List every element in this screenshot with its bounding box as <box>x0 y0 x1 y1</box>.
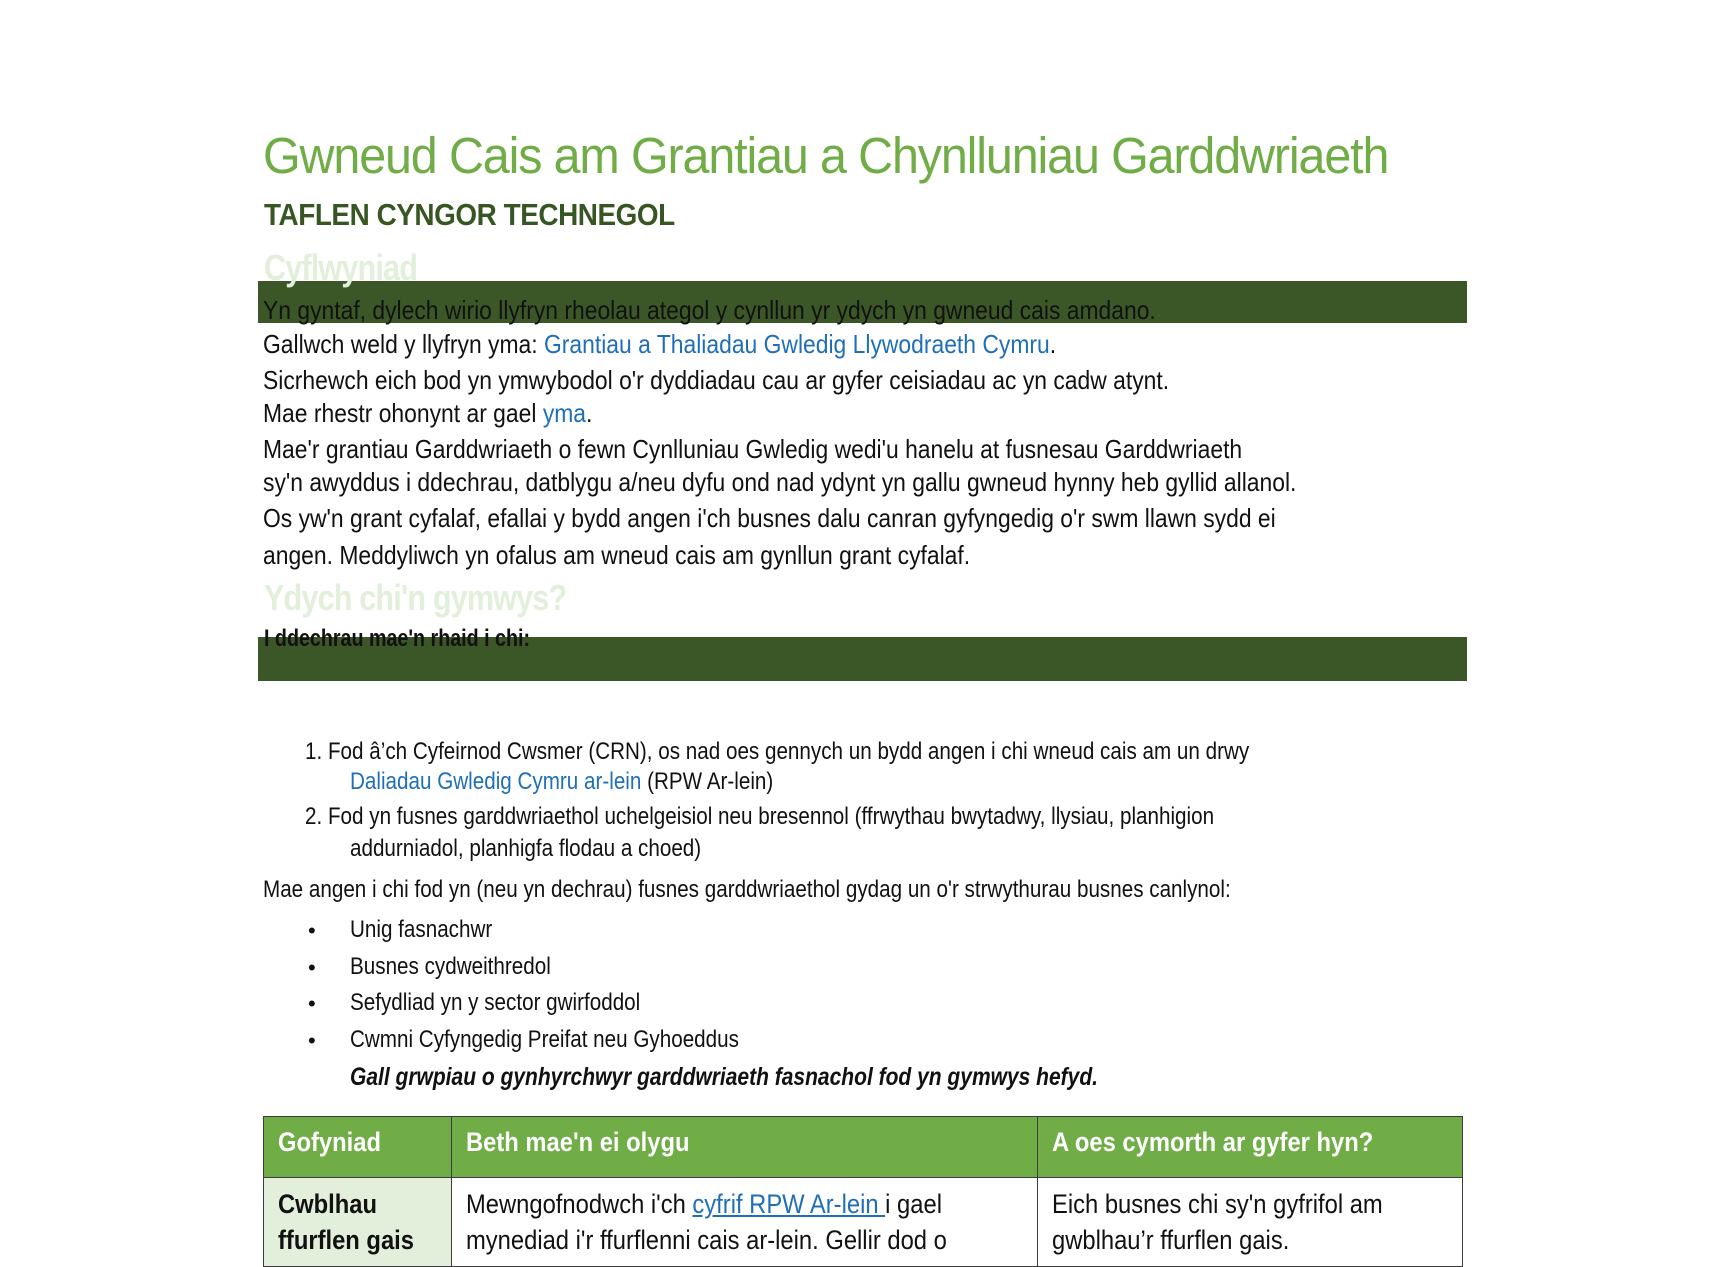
cell-requirement <box>264 1178 452 1267</box>
bullet-icon: • <box>308 1028 316 1053</box>
intro-line-4-suffix: . <box>586 398 593 428</box>
numbered-item-1-cont <box>350 768 773 796</box>
column-header-meaning: Beth mae'n ei olygu <box>452 1117 1038 1178</box>
intro-line-4 <box>263 398 592 428</box>
link-closing-dates[interactable]: yma <box>542 398 587 428</box>
column-header-requirement: Gofyniad <box>264 1117 452 1178</box>
numbered-item-2 <box>305 803 1214 831</box>
bullet-item-4: Cwmni Cyfyngedig Preifat neu Gyhoeddus <box>350 1026 739 1053</box>
intro-line-1: Yn gyntaf, dylech wirio llyfryn rheolau ategol y cynllun yr ydych yn gwneud cais amdano. <box>263 295 1156 325</box>
numbered-item-1-text: Fod â’ch Cyfeirnod Cwsmer (CRN), os nad oes gennych un bydd angen i chi wneud cais am un drwy <box>327 738 1250 765</box>
bullet-item-2: Busnes cydweithredol <box>350 953 551 980</box>
cell-support <box>1038 1178 1463 1267</box>
requirement-text: Cwblhau ffurflen gais <box>278 1189 414 1255</box>
bullet-item-3: Sefydliad yn y sector gwirfoddol <box>350 989 641 1016</box>
intro-line-4-text: Mae rhestr ohonynt ar gael <box>263 398 543 428</box>
document-subtitle: TAFLEN CYNGOR TECHNEGOL <box>264 197 675 232</box>
numbered-item-2-number: 2. <box>305 803 323 830</box>
link-grants-booklet[interactable]: Grantiau a Thaliadau Gwledig Llywodraeth Cymru <box>543 329 1050 359</box>
support-text: Eich busnes chi sy'n gyfrifol am gwblhau’r ffurflen gais. <box>1052 1189 1383 1255</box>
table-header-row <box>264 1117 1463 1178</box>
intro-para2-line-2: sy'n awyddus i ddechrau, datblygu a/neu dyfu ond nad ydynt yn gallu gwneud hynny heb gyllid allanol. <box>263 467 1297 497</box>
bullet-icon: • <box>308 955 316 980</box>
bullet-icon: • <box>308 918 316 943</box>
requirements-table <box>263 1116 1463 1267</box>
numbered-item-1-number: 1. <box>305 738 323 765</box>
numbered-item-2-text: Fod yn fusnes garddwriaethol uchelgeisiol neu bresennol (ffrwythau bwytadwy, llysiau, planhigion <box>327 803 1215 830</box>
section-heading-intro: Cyflwyniad <box>264 247 418 288</box>
numbered-item-1-suffix: (RPW Ar-lein) <box>641 768 774 795</box>
meaning-text: Mewngofnodwch i'ch cyfrif RPW Ar-lein i gael mynediad i'r ffurflenni cais ar-lein. Gellir dod o <box>466 1189 947 1255</box>
intro-para3-line-1: Os yw'n grant cyfalaf, efallai y bydd angen i'ch busnes dalu canran gyfyngedig o'r swm llawn sydd ei <box>263 503 1276 533</box>
structures-intro: Mae angen i chi fod yn (neu yn dechrau) fusnes garddwriaethol gydag un o'r strwythurau busnes canlynol: <box>263 876 1231 903</box>
column-header-support: A oes cymorth ar gyfer hyn? <box>1038 1117 1463 1178</box>
link-rpw-account[interactable]: cyfrif RPW Ar-lein <box>692 1189 886 1219</box>
intro-line-2-text: Gallwch weld y llyfryn yma: <box>263 329 544 359</box>
intro-para3-line-2: angen. Meddyliwch yn ofalus am wneud cais am gynllun grant cyfalaf. <box>263 540 971 570</box>
section-heading-eligibility: Ydych chi'n gymwys? <box>264 577 567 618</box>
bullet-icon: • <box>308 991 316 1016</box>
cell-meaning <box>452 1178 1038 1267</box>
link-rpw-online[interactable]: Daliadau Gwledig Cymru ar-lein <box>350 768 642 795</box>
intro-line-3: Sicrhewch eich bod yn ymwybodol o'r dyddiadau cau ar gyfer ceisiadau ac yn cadw atynt. <box>263 365 1170 395</box>
producer-groups-note: Gall grwpiau o gynhyrchwyr garddwriaeth fasnachol fod yn gymwys hefyd. <box>350 1063 1098 1091</box>
bullet-item-1: Unig fasnachwr <box>350 916 493 943</box>
table-row <box>264 1178 1463 1267</box>
document-title: Gwneud Cais am Grantiau a Chynlluniau Garddwriaeth <box>263 127 1389 184</box>
eligibility-lead: I ddechrau mae'n rhaid i chi: <box>264 625 531 652</box>
numbered-item-1 <box>305 738 1249 766</box>
intro-line-2-suffix: . <box>1049 329 1057 359</box>
numbered-item-2-cont: addurniadol, planhigfa flodau a choed) <box>350 835 702 862</box>
intro-line-2 <box>263 329 1056 359</box>
intro-para2-line-1: Mae'r grantiau Garddwriaeth o fewn Cynlluniau Gwledig wedi'u hanelu at fusnesau Garddwriaeth <box>263 434 1243 464</box>
